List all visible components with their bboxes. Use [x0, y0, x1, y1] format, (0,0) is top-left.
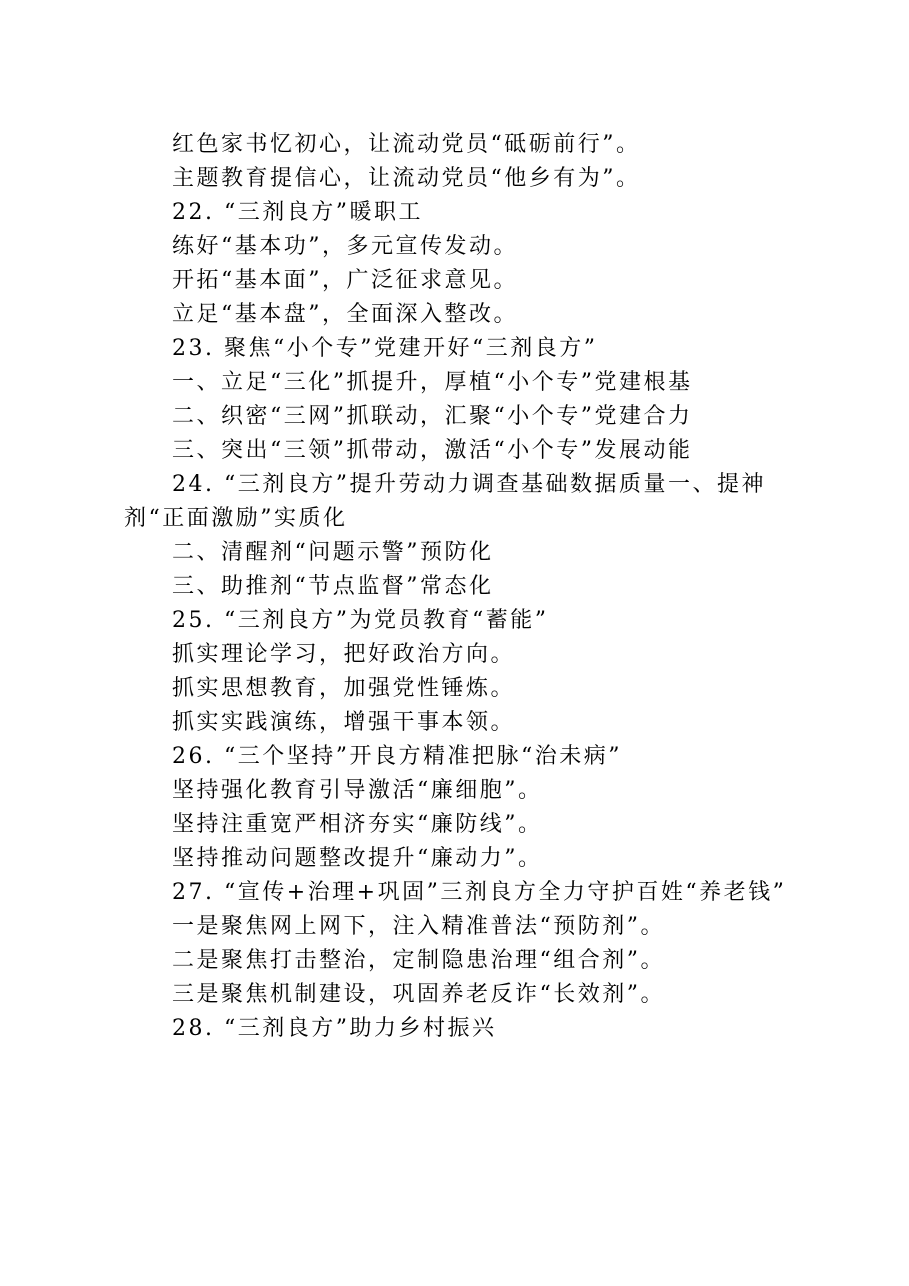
text-line: 一、立足“三化”抓提升，厚植“小个专”党建根基 — [172, 370, 693, 395]
text-line: 三、突出“三领”抓带动，激活“小个专”发展动能 — [172, 438, 693, 463]
text-line: 坚持推动问题整改提升“廉动力”。 — [172, 846, 543, 871]
text-line: 主题教育提信心，让流动党员“他乡有为”。 — [172, 166, 641, 191]
section-heading-22: 22. “三剂良方”暖职工 — [172, 200, 423, 225]
section-heading-26: 26. “三个坚持”开良方精准把脉“治未病” — [172, 744, 622, 769]
document-body — [124, 128, 804, 1046]
text-line: 开拓“基本面”，广泛征求意见。 — [172, 268, 518, 293]
text-line: 坚持强化教育引导激活“廉细胞”。 — [172, 778, 543, 803]
text-line: 坚持注重宽严相济夯实“廉防线”。 — [172, 812, 543, 837]
text-line: 三是聚焦机制建设，巩固养老反诈“长效剂”。 — [172, 982, 665, 1007]
text-line: 一是聚焦网上网下，注入精准普法“预防剂”。 — [172, 914, 665, 939]
section-heading-23: 23. 聚焦“小个专”党建开好“三剂良方” — [172, 336, 598, 361]
text-line: 三、助推剂“节点监督”常态化 — [172, 574, 494, 599]
section-heading-25: 25. “三剂良方”为党员教育“蓄能” — [172, 608, 549, 633]
text-line: 抓实思想教育，加强党性锤炼。 — [172, 676, 516, 701]
text-line: 立足“基本盘”，全面深入整改。 — [172, 302, 518, 327]
section-heading-28: 28. “三剂良方”助力乡村振兴 — [172, 1016, 497, 1041]
text-line: 二是聚焦打击整治，定制隐患治理“组合剂”。 — [172, 948, 665, 973]
text-line: 抓实理论学习，把好政治方向。 — [172, 642, 516, 667]
text-line: 二、织密“三网”抓联动，汇聚“小个专”党建合力 — [172, 404, 693, 429]
section-heading-24: 24. “三剂良方”提升劳动力调查基础数据质量一、提神剂“正面激励”实质化 — [124, 472, 766, 531]
text-line: 二、清醒剂“问题示警”预防化 — [172, 540, 494, 565]
text-line: 练好“基本功”，多元宣传发动。 — [172, 234, 518, 259]
section-heading-27: 27. “宣传+治理+巩固”三剂良方全力守护百姓“养老钱” — [172, 880, 787, 905]
text-line: 红色家书忆初心，让流动党员“砥砺前行”。 — [172, 132, 641, 157]
text-line: 抓实实践演练，增强干事本领。 — [172, 710, 516, 735]
